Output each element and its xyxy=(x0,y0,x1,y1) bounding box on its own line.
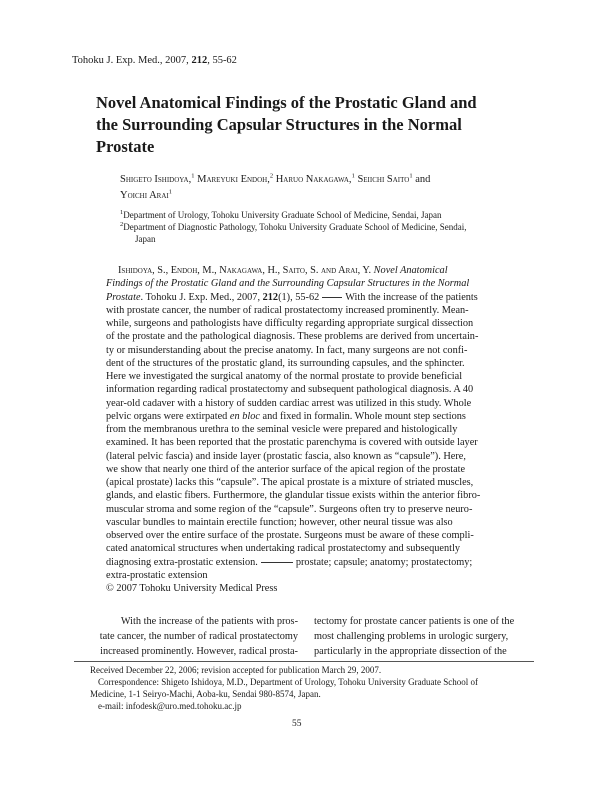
keywords: extra-prostatic extension xyxy=(106,569,208,581)
abstract-text: pelvic organs were extirpated xyxy=(106,410,230,422)
affiliation-mark: 1 xyxy=(351,172,355,180)
author-name: Yoichi Arai xyxy=(120,190,169,201)
keywords-dash xyxy=(261,562,293,563)
affiliations xyxy=(120,209,540,245)
abstract-line: we show that nearly one third of the anterior surface of the apical region of the prostate xyxy=(106,463,466,475)
page-number: 55 xyxy=(292,719,302,729)
abstract-text: diagnosing extra-prostatic extension. xyxy=(106,556,258,568)
journal-volume: 212 xyxy=(191,55,208,66)
abstract-text: and fixed in formalin. Whole mount step sections xyxy=(259,410,466,422)
em-dash xyxy=(322,297,342,298)
affiliation-text: Department of Diagnostic Pathology, Tohoku University Graduate School of Medicine, Sendai, xyxy=(123,222,467,232)
affiliation-mark: 1 xyxy=(191,172,195,180)
author-name: Shigeto Ishidoya, xyxy=(120,174,192,185)
abstract-line: year-old cadaver with a history of sudden cardiac arrest was utilized in this study. Whole xyxy=(106,397,472,409)
citation-volume: 212 xyxy=(262,291,279,303)
citation-title: Novel Anatomical xyxy=(373,265,448,276)
abstract-italic: en bloc xyxy=(229,410,260,422)
body-line: tectomy for prostate cancer patients is one of the xyxy=(314,616,515,627)
keywords: prostate; capsule; anatomy; prostatectomy; xyxy=(295,556,473,568)
affiliation-mark: 1 xyxy=(168,188,172,196)
article-title xyxy=(96,92,536,158)
copyright-notice: © 2007 Tohoku University Medical Press xyxy=(106,583,278,594)
abstract-line: (lateral pelvic fascia) and inside layer (prostatic fascia, also known as “capsule”). Here, xyxy=(106,450,466,462)
body-line: increased prominently. However, radical prosta- xyxy=(100,646,298,657)
affiliation-text: Department of Urology, Tohoku University Graduate School of Medicine, Sendai, Japan xyxy=(123,210,442,220)
citation-title: Findings of the Prostatic Gland and the Surrounding Capsular Structures in the Normal xyxy=(106,278,470,290)
abstract-line: Here we investigated the surgical anatomy of the normal prostate to provide beneficial xyxy=(106,371,463,382)
journal-ref-text: Tohoku J. Exp. Med., 2007, xyxy=(72,55,192,66)
author-list xyxy=(120,172,520,204)
citation-title: Prostate xyxy=(106,291,141,303)
abstract-line: examined. It has been reported that the prostatic parenchyma is covered with outside layer xyxy=(106,437,478,449)
body-column-left xyxy=(74,614,298,659)
abstract xyxy=(106,264,520,595)
abstract-line: ty or misunderstanding about the precise anatomy. In fact, many surgeons are not confi- xyxy=(106,344,468,356)
journal-reference xyxy=(72,55,237,66)
correspondence: Correspondence: Shigeto Ishidoya, M.D., Department of Urology, Tohoku University Graduate School of xyxy=(98,677,479,687)
author-conjunction: and xyxy=(415,174,431,185)
body-line: With the increase of the patients with pros- xyxy=(120,616,298,627)
body-column-right xyxy=(314,614,534,659)
author-name: Mareyuki Endoh, xyxy=(197,174,270,185)
abstract-text: With the increase of the patients xyxy=(345,291,478,303)
body-line: tate cancer, the number of radical prostatectomy xyxy=(99,631,298,642)
email-address: e-mail: infodesk@uro.med.tohoku.ac.jp xyxy=(98,701,242,711)
affiliation-mark: 1 xyxy=(120,209,124,216)
footnote-rule xyxy=(74,661,534,662)
author-name: Seiichi Saito xyxy=(357,174,410,185)
abstract-line: observed over the entire surface of the prostate. Surgeons must be aware of these compli- xyxy=(106,530,474,541)
title-line: Prostate xyxy=(96,137,155,156)
footnotes xyxy=(90,664,540,712)
abstract-line: (apical prostate) lacks this “capsule”. The apical prostate is a mixture of striated muscles, xyxy=(106,477,474,488)
abstract-line: glands, and elastic fibers. Furthermore, the glandular tissue exists within the anterior fibro- xyxy=(106,490,481,502)
affiliation-mark: 1 xyxy=(409,172,413,180)
citation-pages: (1), 55-62 xyxy=(278,291,320,303)
affiliation-mark: 2 xyxy=(120,221,124,228)
abstract-line: with prostate cancer, the number of radical prostatectomy increased prominently. Mean- xyxy=(106,304,469,316)
received-date: Received December 22, 2006; revision accepted for publication March 29, 2007. xyxy=(90,665,382,675)
journal-pages: , 55-62 xyxy=(207,55,237,66)
affiliation-text: Japan xyxy=(135,234,156,244)
title-line: the Surrounding Capsular Structures in the Normal xyxy=(96,115,462,134)
abstract-line: of the prostate and the pathological diagnosis. These problems are derived from uncertain- xyxy=(106,331,479,343)
citation-authors: Ishidoya, S., Endoh, M., Nakagawa, H., Saito, S. and Arai, Y. xyxy=(118,265,372,276)
correspondence-address: Medicine, 1-1 Seiryo-Machi, Aoba-ku, Sendai 980-8574, Japan. xyxy=(90,689,321,699)
abstract-line: muscular stroma and some region of the “capsule”. Surgeons often try to preserve neuro- xyxy=(106,503,473,515)
abstract-line: information regarding radical prostatectomy and subsequent pathological diagnosis. A 40 xyxy=(106,384,474,396)
affiliation-mark: 2 xyxy=(269,172,274,180)
body-line: particularly in the appropriate dissection of the xyxy=(314,646,507,657)
abstract-line: while, surgeons and pathologists have difficulty regarding appropriate surgical dissection xyxy=(106,318,474,329)
abstract-line: dent of the structures of the prostatic gland, its surrounding capsules, and the sphincter. xyxy=(106,357,465,369)
abstract-line: vascular bundles to maintain erectile function; however, other neural tissue was also xyxy=(106,516,453,528)
title-line: Novel Anatomical Findings of the Prostatic Gland and xyxy=(96,93,477,112)
author-name: Haruo Nakagawa, xyxy=(275,174,352,185)
body-line: most challenging problems in urologic surgery, xyxy=(314,631,509,642)
abstract-line: from the membranous urethra to the seminal vesicle were prepared and histologically xyxy=(106,424,458,435)
citation-journal: . Tohoku J. Exp. Med., 2007, xyxy=(140,291,263,303)
abstract-line: cated anatomical structures when undertaking radical prostatectomy and subsequently xyxy=(106,543,460,555)
